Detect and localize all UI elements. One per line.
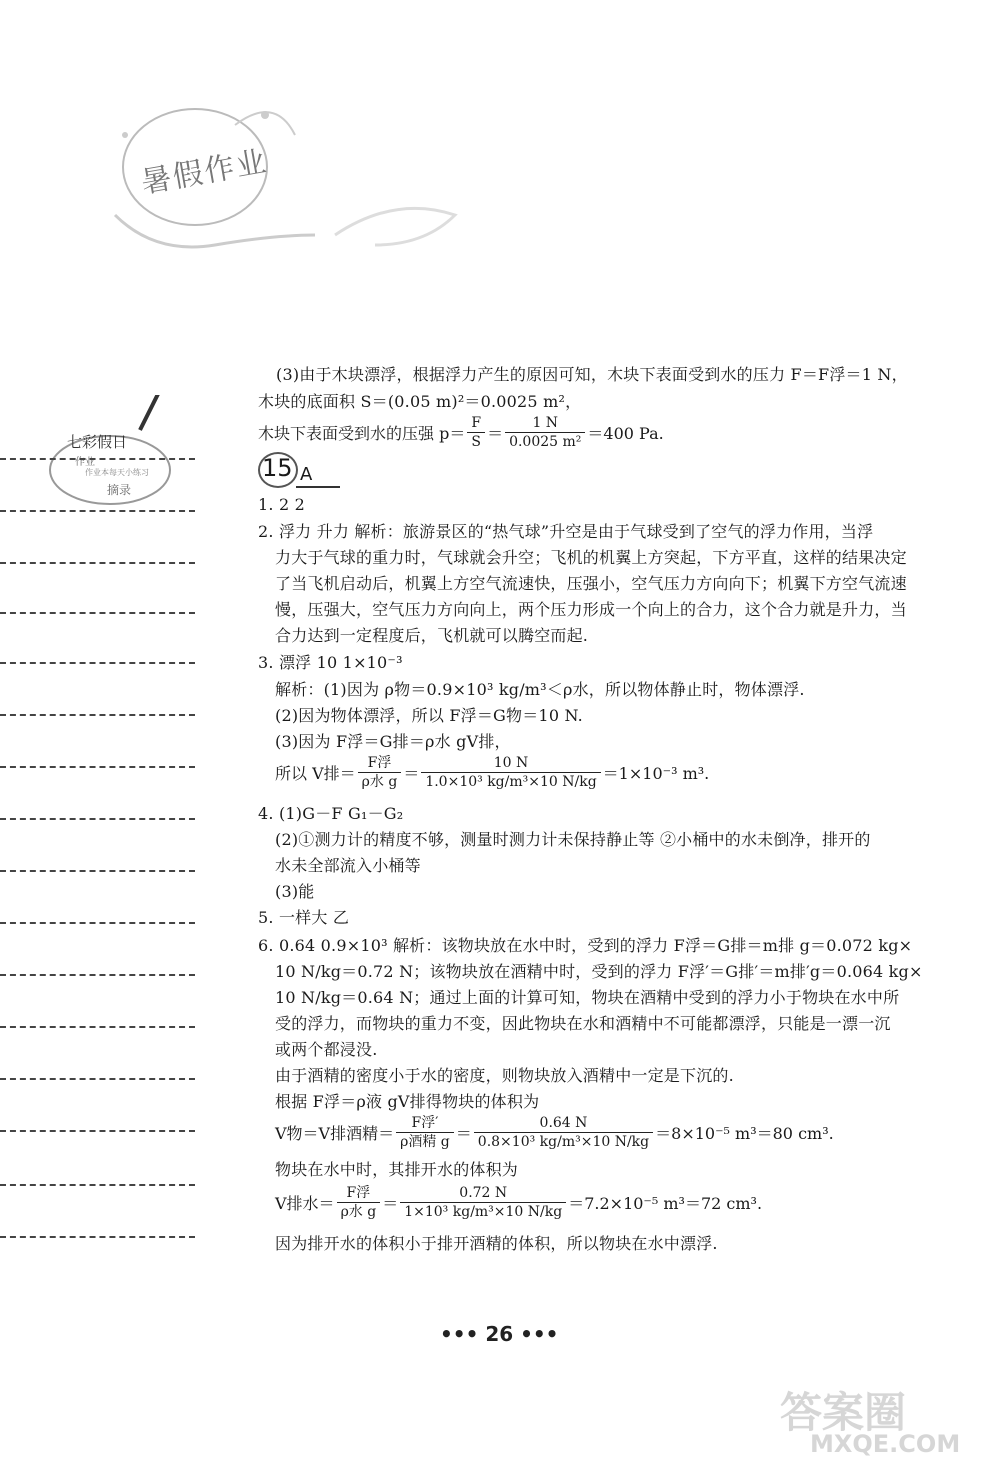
watermark-logo xyxy=(770,1380,990,1460)
equals-sign: ＝ xyxy=(382,1194,399,1213)
answer-3-line: (3)因为 F浮＝G排＝ρ水 gV排， xyxy=(275,732,511,751)
answer-4-line: 水未全部流入小桶等 xyxy=(275,856,421,875)
section-letter: A xyxy=(300,464,313,485)
denominator: 1×10³ kg/m³×10 N/kg xyxy=(404,1204,563,1220)
note-line xyxy=(0,612,195,614)
fraction xyxy=(396,1114,454,1151)
answer-2-line: 2. 浮力 升力 解析：旅游景区的“热气球”升空是由于气球受到了空气的浮力作用，当浮 xyxy=(258,522,874,541)
fraction xyxy=(400,1184,566,1221)
note-line xyxy=(0,818,195,820)
eq-post: ＝8×10⁻⁵ m³＝80 cm³. xyxy=(655,1124,834,1143)
watermark-url: MXQE.COM xyxy=(810,1430,961,1458)
numerator: F浮′ xyxy=(396,1114,454,1133)
section-header xyxy=(258,452,338,488)
fraction xyxy=(505,414,585,451)
note-line xyxy=(0,714,195,716)
note-line xyxy=(0,1130,195,1132)
watermark-text: 答案圈 xyxy=(780,1388,907,1437)
stamp-title: 七彩假日 xyxy=(67,433,128,451)
eq-pre: 所以 V排＝ xyxy=(275,764,356,783)
answer-6-equation-2 xyxy=(275,1184,762,1221)
answer-6-line: 10 N/kg＝0.72 N；该物块放在酒精中时，受到的浮力 F浮′＝G排′＝m排′g＝0.064 kg× xyxy=(275,962,923,981)
intro-eq-post: ＝400 Pa. xyxy=(587,424,664,443)
denominator: ρ水 g xyxy=(361,774,398,790)
denominator: ρ水 g xyxy=(340,1204,377,1220)
numerator: 10 N xyxy=(421,754,600,773)
answer-6-line: 受的浮力，而物块的重力不变，因此物块在水和酒精中不可能都漂浮，只能是一漂一沉 xyxy=(275,1014,891,1033)
denominator: S xyxy=(471,434,481,450)
answer-3-line: (2)因为物体漂浮，所以 F浮＝G物＝10 N. xyxy=(275,706,583,725)
note-line xyxy=(0,974,195,976)
answer-2-line: 力大于气球的重力时，气球就会升空；飞机的机翼上方突起，下方平直，这样的结果决定 xyxy=(275,548,907,567)
denominator: ρ酒精 g xyxy=(400,1134,450,1150)
note-line xyxy=(0,458,195,460)
fraction xyxy=(474,1114,653,1151)
section-number: 15 xyxy=(262,454,293,482)
stamp-small: 作业本每天小练习 xyxy=(85,468,149,477)
numerator: F浮 xyxy=(358,754,402,773)
answer-4-line: (2)①测力计的精度不够，测量时测力计未保持静止等 ②小桶中的水未倒净，排开的 xyxy=(275,830,871,849)
answer-2-line: 合力达到一定程度后，飞机就可以腾空而起. xyxy=(275,626,589,645)
intro-equation xyxy=(258,414,664,451)
equals-sign: ＝ xyxy=(455,1124,472,1143)
eq-pre: V排水＝ xyxy=(275,1194,335,1213)
eq-pre: V物＝V排酒精＝ xyxy=(275,1124,395,1143)
answer-6-line: 6. 0.64 0.9×10³ 解析：该物块放在水中时，受到的浮力 F浮＝G排＝m排 g＝0.072 kg× xyxy=(258,936,913,955)
note-line xyxy=(0,1236,195,1238)
equals-sign: ＝ xyxy=(487,424,504,443)
page-number: ••• 26 ••• xyxy=(440,1322,559,1346)
intro-line-1: (3)由于木块漂浮，根据浮力产生的原因可知，木块下表面受到水的压力 F＝F浮＝1 N， xyxy=(276,365,908,384)
note-line xyxy=(0,870,195,872)
intro-eq-pre: 木块下表面受到水的压强 p＝ xyxy=(258,424,466,443)
numerator: F xyxy=(467,414,485,433)
stamp-record: 摘录 xyxy=(107,483,132,497)
note-line xyxy=(0,510,195,512)
numerator: F浮 xyxy=(337,1184,381,1203)
denominator: 1.0×10³ kg/m³×10 N/kg xyxy=(425,774,597,790)
fraction xyxy=(467,414,485,451)
numerator: 1 N xyxy=(505,414,585,433)
answer-3-line: 解析：(1)因为 ρ物＝0.9×10³ kg/m³＜ρ水，所以物体静止时，物体漂浮. xyxy=(275,680,805,699)
answer-5: 5. 一样大 乙 xyxy=(258,908,350,927)
denominator: 0.0025 m² xyxy=(509,434,582,450)
equals-sign: ＝ xyxy=(403,764,420,783)
answer-1: 1. 2 2 xyxy=(258,495,305,514)
logo-title: 暑假作业 xyxy=(138,144,271,201)
note-line xyxy=(0,766,195,768)
section-underline xyxy=(296,486,340,488)
fraction xyxy=(358,754,402,791)
answer-2-line: 慢，压强大，空气压力方向向上，两个压力形成一个向上的合力，这个合力就是升力，当 xyxy=(275,600,907,619)
note-line xyxy=(0,1026,195,1028)
numerator: 0.72 N xyxy=(400,1184,566,1203)
sidebar-stamp xyxy=(45,395,195,505)
numerator: 0.64 N xyxy=(474,1114,653,1133)
answer-6-line: 物块在水中时，其排开水的体积为 xyxy=(275,1160,519,1179)
eq-post: ＝7.2×10⁻⁵ m³＝72 cm³. xyxy=(568,1194,763,1213)
stamp-sub: 作业 xyxy=(75,457,95,468)
answer-6-equation-1 xyxy=(275,1114,834,1151)
answer-4-line: 4. (1)G－F G₁－G₂ xyxy=(258,804,404,823)
note-line xyxy=(0,1078,195,1080)
note-line xyxy=(0,662,195,664)
answer-6-line: 根据 F浮＝ρ液 gV排得物块的体积为 xyxy=(275,1092,540,1111)
answer-3-equation xyxy=(275,754,709,791)
fraction xyxy=(421,754,600,791)
answer-4-line: (3)能 xyxy=(275,882,315,901)
answer-3-line: 3. 漂浮 10 1×10⁻³ xyxy=(258,653,403,672)
intro-line-2: 木块的底面积 S＝(0.05 m)²＝0.0025 m²， xyxy=(258,392,582,411)
eq-post: ＝1×10⁻³ m³. xyxy=(602,764,710,783)
answer-6-line: 10 N/kg＝0.64 N；通过上面的计算可知，物块在酒精中受到的浮力小于物块在水中所 xyxy=(275,988,900,1007)
note-line xyxy=(0,1184,195,1186)
answer-6-line: 因为排开水的体积小于排开酒精的体积，所以物块在水中漂浮. xyxy=(275,1234,718,1253)
denominator: 0.8×10³ kg/m³×10 N/kg xyxy=(477,1134,650,1150)
answer-2-line: 了当飞机启动后，机翼上方空气流速快，压强小，空气压力方向向下；机翼下方空气流速 xyxy=(275,574,907,593)
answer-6-line: 由于酒精的密度小于水的密度，则物块放入酒精中一定是下沉的. xyxy=(275,1066,734,1085)
note-line xyxy=(0,562,195,564)
fraction xyxy=(337,1184,381,1221)
header-logo xyxy=(95,95,495,265)
note-line xyxy=(0,922,195,924)
answer-6-line: 或两个都浸没. xyxy=(275,1040,378,1059)
